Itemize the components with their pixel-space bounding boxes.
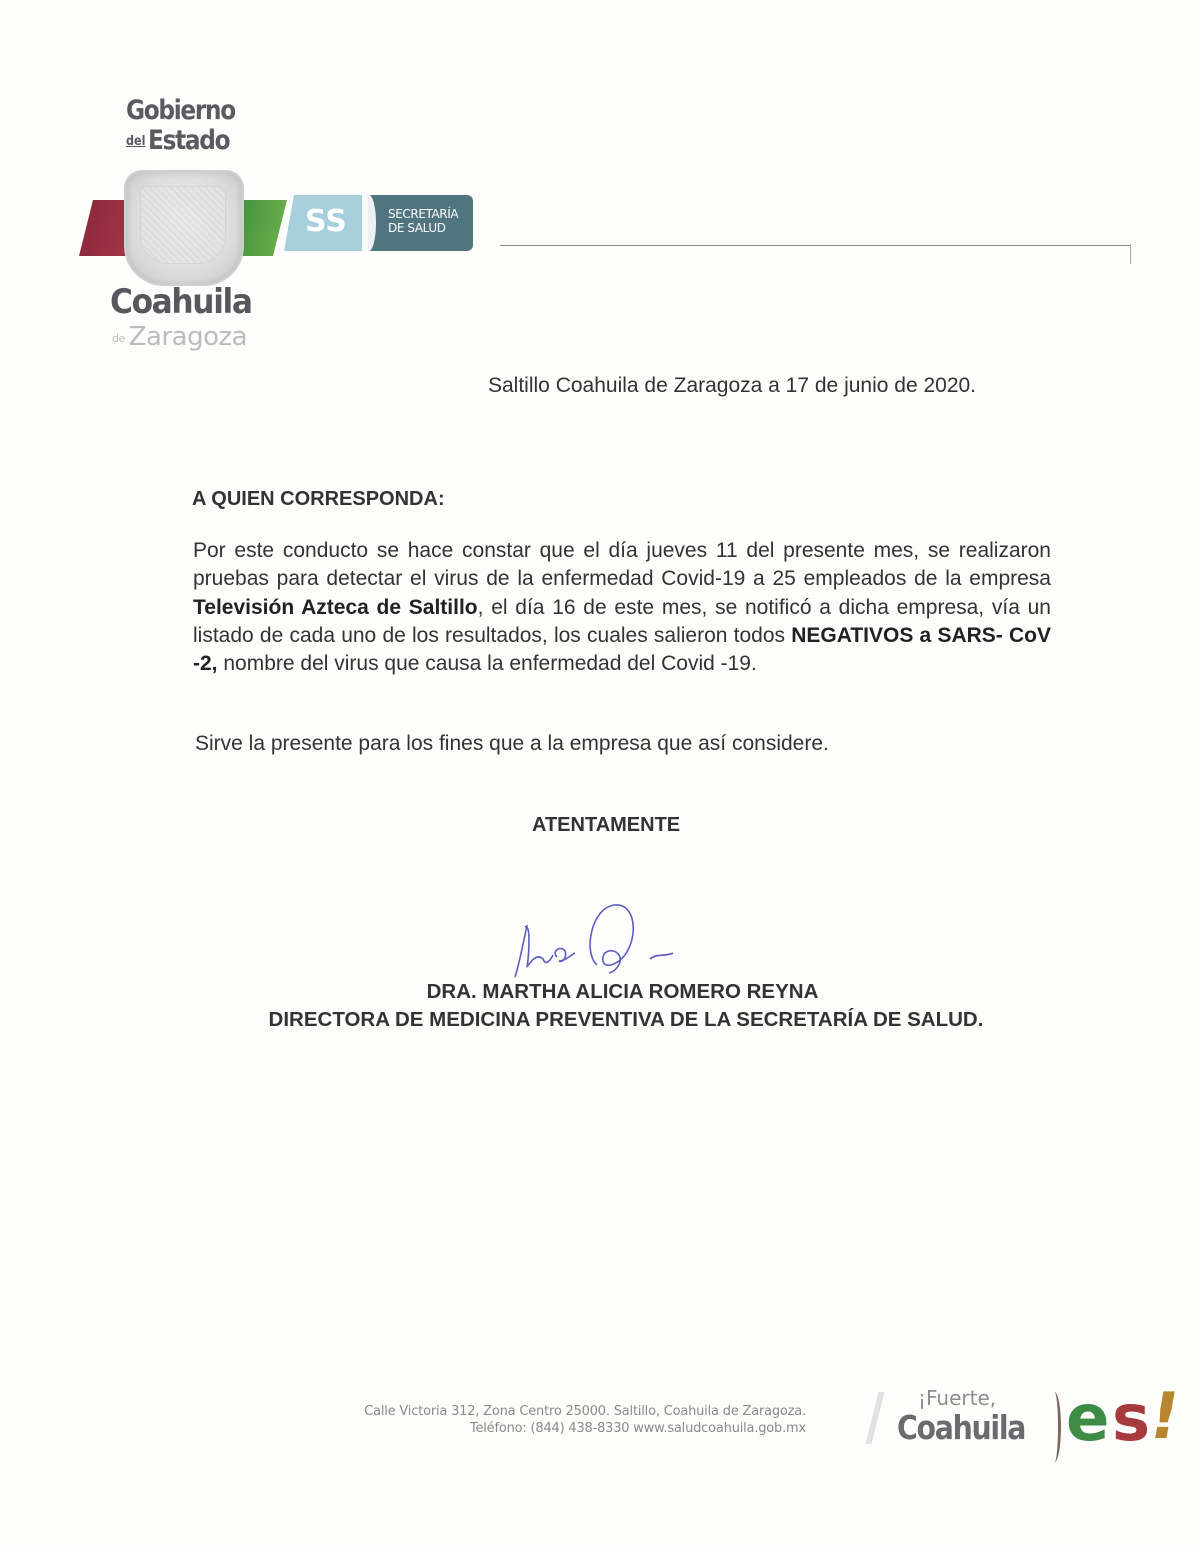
letter-main-paragraph [193,537,1051,678]
slogan-es-e: e [1066,1382,1106,1456]
letter-salutation: A QUIEN CORRESPONDA: [192,488,445,510]
header-divider-line [500,245,1130,246]
footer-address [300,1403,806,1437]
letter-sign-off: ATENTAMENTE [532,814,681,836]
slogan-paren-decoration [1048,1392,1061,1462]
paragraph-part2: , el día 16 de este mes, se notificó a dicha empresa, vía un listado de cada uno de los resultados, los cuales salieron todos [193,595,1051,647]
ss-badge-line2: DE SALUD [388,221,446,235]
slogan-fuerte: ¡Fuerte, [918,1386,997,1410]
footer-slash-decoration [866,1392,885,1444]
gobierno-label: Gobierno [126,95,235,126]
gobierno-del-estado-logo-text [126,96,235,157]
ss-badge-abbr: SS [305,204,347,239]
del-label: del [126,134,146,149]
slogan-exclamation: ! [1143,1380,1186,1454]
company-name: Televisión Azteca de Saltillo [193,595,478,619]
slogan-coahuila: Coahuila [897,1408,1026,1447]
letter-date-line: Saltillo Coahuila de Zaragoza a 17 de junio de 2020. [488,374,977,397]
letter-closing-line: Sirve la presente para los fines que a la empresa que así considere. [195,732,829,755]
paragraph-part3: nombre del virus que causa la enfermedad del Covid -19. [217,652,757,676]
test-result: NEGATIVOS a SARS- CoV -2, [193,623,1051,676]
signer-title: DIRECTORA DE MEDICINA PREVENTIVA DE LA SECRETARÍA DE SALUD. [268,1008,984,1031]
paragraph-part1: Por este conducto se hace constar que el día jueves 11 del presente mes, se realizaron pruebas para detectar el virus de la enfermedad Covid-19 a 25 empleados de la empresa [193,539,1051,591]
ss-badge-label [388,207,458,235]
slogan-es-s: s [1112,1382,1151,1456]
zaragoza-logo-word [112,322,247,352]
footer-address-line2: Teléfono: (844) 438-8330 www.saludcoahuila.gob.mx [469,1421,806,1436]
ss-badge-line1: SECRETARÍA [388,207,459,221]
handwritten-signature-icon [505,895,725,985]
del-estado-label [126,126,235,157]
signer-name: DRA. MARTHA ALICIA ROMERO REYNA [426,980,819,1003]
de-label: de [112,332,125,345]
ss-badge-divider-curve [362,195,376,251]
header-divider-end-tick [1130,244,1131,264]
zaragoza-label: Zaragoza [128,322,248,352]
coahuila-logo-word: Coahuila [110,282,252,322]
estado-label: Estado [148,125,230,156]
footer-address-line1: Calle Victoria 312, Zona Centro 25000. Saltillo, Coahuila de Zaragoza. [364,1404,806,1419]
seal-shield-detail [140,186,226,264]
